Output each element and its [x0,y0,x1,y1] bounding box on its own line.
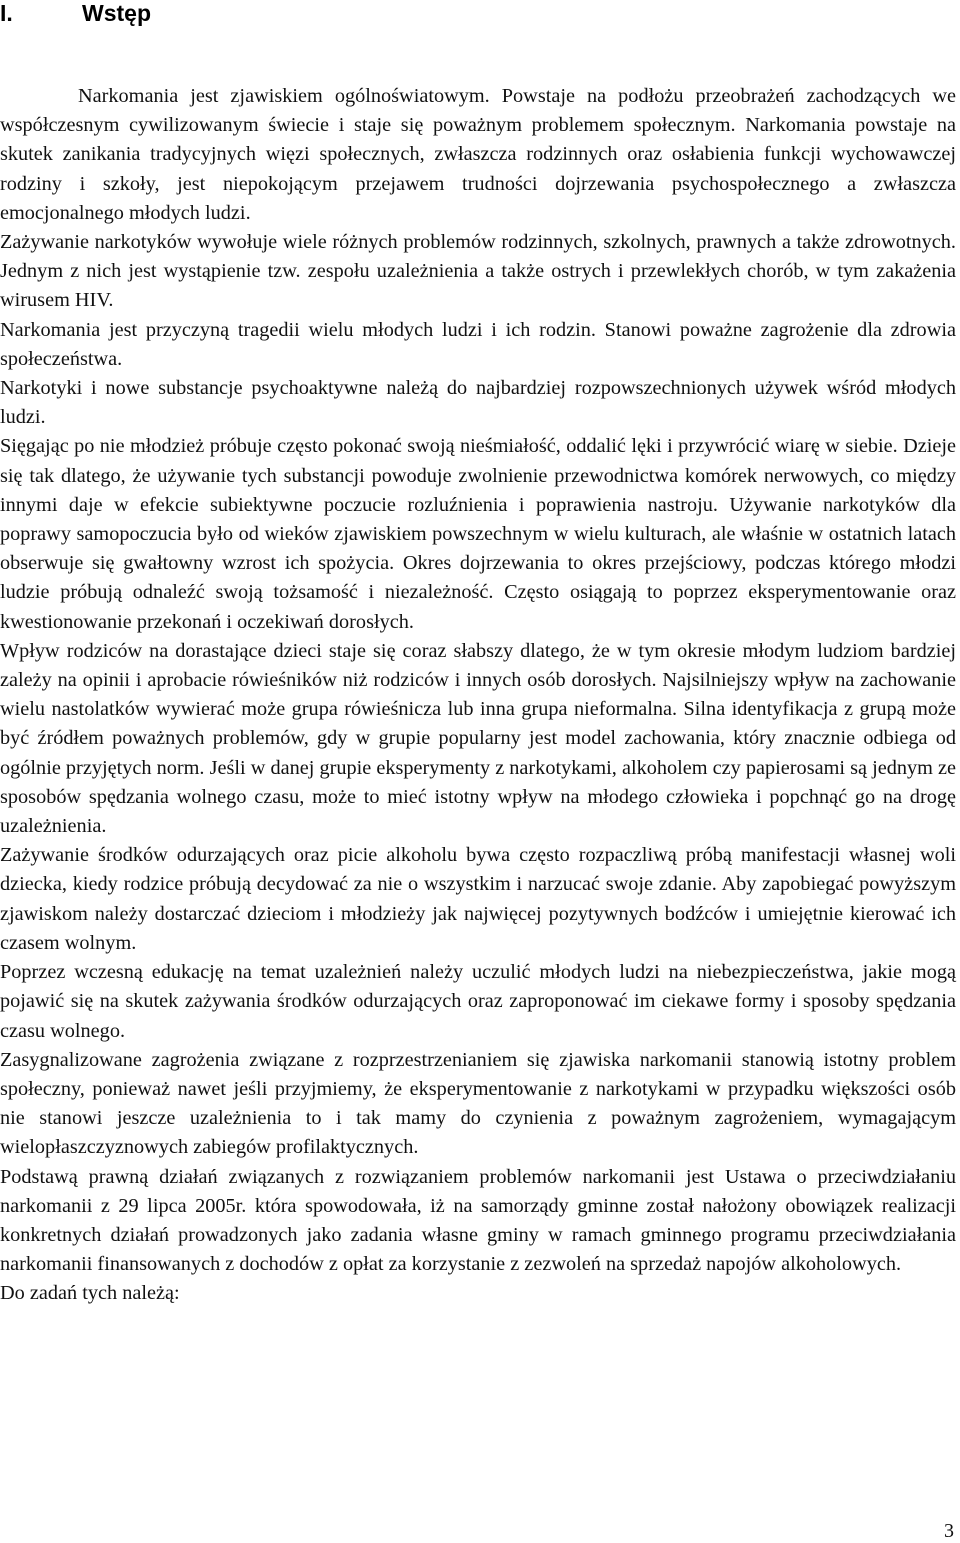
section-number: I. [0,0,13,26]
paragraph: Zażywanie narkotyków wywołuje wiele różnych problemów rodzinnych, szkolnych, prawnych a także zdrowotnych. Jednym z nich jest wystąpienie tzw. zespołu uzależnienia a także ostrych i przewlekłych chorób, w tym zakażenia wirusem HIV. [0,231,956,312]
section-title: Wstęp [82,0,151,26]
document-body [0,82,956,1309]
paragraph: Narkomania jest przyczyną tragedii wielu młodych ludzi i ich rodzin. Stanowi poważne zagrożenie dla zdrowia społeczeństwa. [0,318,956,370]
page-number: 3 [944,1520,954,1542]
section-heading [0,0,151,26]
paragraph: Zasygnalizowane zagrożenia związane z rozprzestrzenianiem się zjawiska narkomanii stanowią istotny problem społeczny, ponieważ nawet jeśli przyjmiemy, że eksperymentowanie z narkotykami w przypadku większości osób nie stanowi jeszcze uzależnienia to i tak mamy do czynienia z poważnym zagrożeniem, wymagającym wielopłaszczyznowych zabiegów profilaktycznych. [0,1048,956,1159]
paragraph: Do zadań tych należą: [0,1282,180,1305]
paragraph: Sięgając po nie młodzież próbuje często pokonać swoją nieśmiałość, oddalić lęki i przywrócić wiarę w siebie. Dzieje się tak dlatego, że używanie tych substancji powoduje zwolnienie przewodnictwa komórek nerwowych, co między innymi daje w efekcie subiektywne poczucie rozluźnienia i poprawienia nastroju. Używanie narkotyków dla poprawy samopoczucia było od wieków zjawiskiem powszechnym w wielu kulturach, ale właśnie w ostatnich latach obserwuje się gwałtowny wzrost ich spożycia. Okres dojrzewania to okres przejściowy, podczas którego młodzi ludzie próbują odnaleźć swoją tożsamość i niezależność. Często osiągają to poprzez eksperymentowanie oraz kwestionowanie przekonań i oczekiwań dorosłych. [0,435,956,633]
paragraph: Poprzez wczesną edukację na temat uzależnień należy uczulić młodych ludzi na niebezpieczeństwa, jakie mogą pojawić się na skutek zażywania środków odurzających oraz zaproponować im ciekawe formy i sposoby spędzania czasu wolnego. [0,961,956,1042]
paragraph: Podstawą prawną działań związanych z rozwiązaniem problemów narkomanii jest Ustawa o przeciwdziałaniu narkomanii z 29 lipca 2005r. która spowodowała, iż na samorządy gminne został nałożony obowiązek realizacji konkretnych działań prowadzonych jako zadania własne gminy w ramach gminnego programu przeciwdziałania narkomanii finansowanych z dochodów z opłat za korzystanie z zezwoleń na sprzedaż napojów alkoholowych. [0,1165,956,1276]
paragraph: Wpływ rodziców na dorastające dzieci staje się coraz słabszy dlatego, że w tym okresie młodym ludziom bardziej zależy na opinii i aprobacie rówieśników niż rodziców i innych osób dorosłych. Najsilniejszy wpływ na zachowanie wielu nastolatków wywierać może grupa rówieśnicza lub inna grupa nieformalna. Silna identyfikacja z grupą może być źródłem poważnych problemów, gdy w grupie popularny jest model zachowania, który znacznie odbiega od ogólnie przyjętych norm. Jeśli w danej grupie eksperymenty z narkotykami, alkoholem czy papierosami są jednym ze sposobów spędzania wolnego czasu, może to mieć istotny wpływ na młodego człowieka i popchnąć go na drogę uzależnienia. [0,639,956,838]
paragraph: Narkotyki i nowe substancje psychoaktywne należą do najbardziej rozpowszechnionych używek wśród młodych ludzi. [0,377,956,429]
paragraph: Zażywanie środków odurzających oraz picie alkoholu bywa często rozpaczliwą próbą manifestacji własnej woli dziecka, kiedy rodzice próbują decydować za nie o wszystkim i narzucać swoje zdanie. Aby zapobiegać powyższym zjawiskom należy dostarczać dzieciom i młodzieży jak najwięcej pozytywnych bodźców i umiejętnie kierować ich czasem wolnym. [0,844,956,954]
paragraph: Narkomania jest zjawiskiem ogólnoświatowym. Powstaje na podłożu przeobrażeń zachodzących we współczesnym cywilizowanym świecie i staje się poważnym problemem społecznym. Narkomania powstaje na skutek zanikania tradycyjnych więzi społecznych, zwłaszcza rodzinnych oraz osłabienia funkcji wychowawczej rodziny i szkoły, jest niepokojącym przejawem trudności dojrzewania psychospołecznego a zwłaszcza emocjonalnego młodych ludzi. [0,85,956,224]
